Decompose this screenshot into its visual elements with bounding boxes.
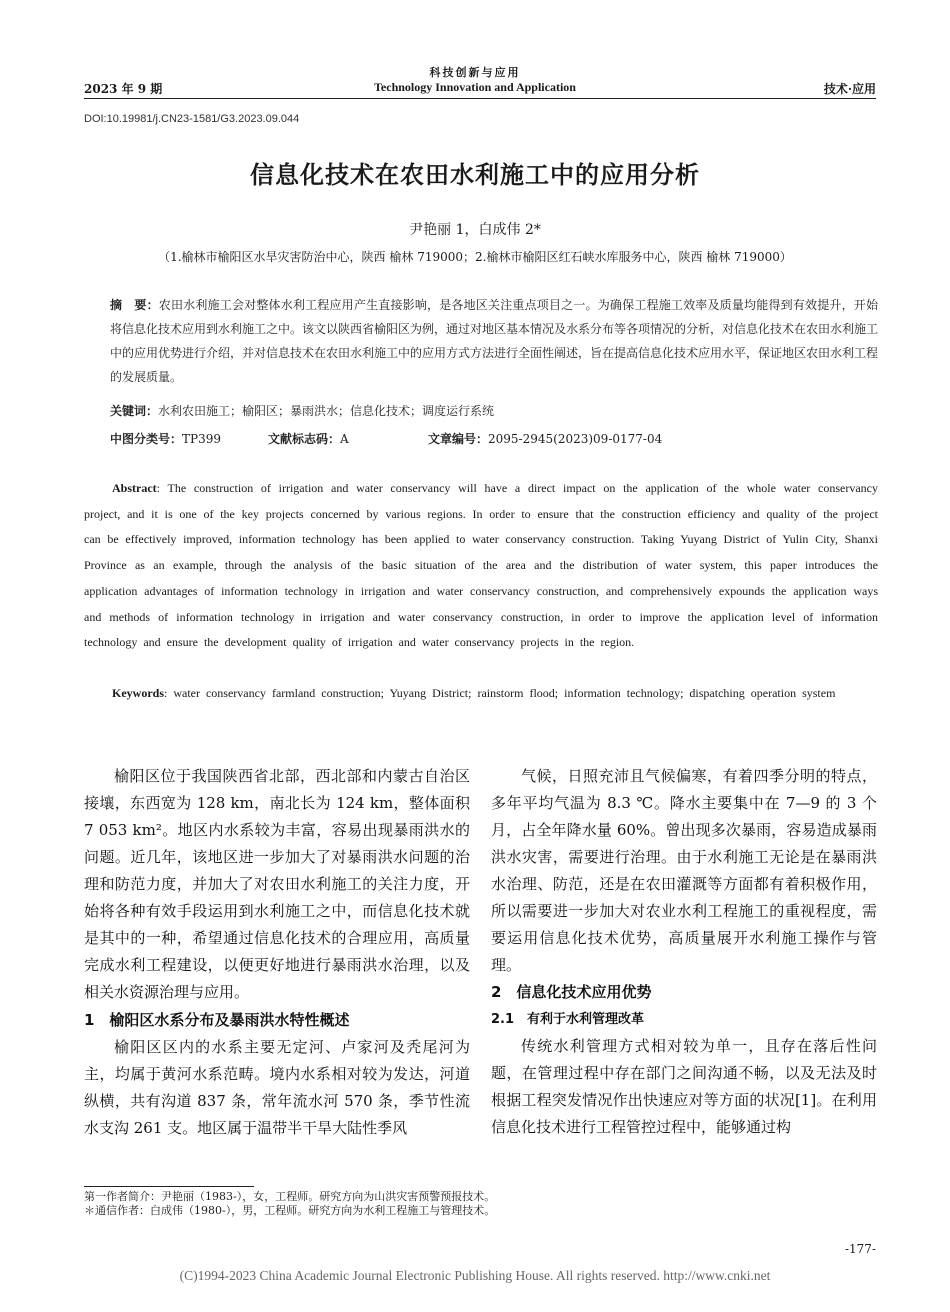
body-paragraph: 榆阳区位于我国陕西省北部，西北部和内蒙古自治区接壤，东西宽为 128 km，南北长为 124 km，整体面积 7 053 km²。地区内水系较为丰富，容易出现暴雨洪水的问题。近几年，该地区进一步加大了对暴雨洪水问题的治理和防范力度，并加大了对农田水利施工的关注力度，开始将各种有效手段运用到水利施工之中，而信息化技术就是其中的一种，希望通过信息化技术的合理应用，高质量完成水利工程建设，以便更好地进行暴雨洪水治理，以及相关水资源治理与应用。: [84, 767, 470, 1001]
journal-name-cn: 科技创新与应用: [429, 66, 521, 79]
abstract-cn-label: 摘 要：: [110, 298, 159, 312]
section-heading-1: 1 榆阳区水系分布及暴雨洪水特性概述: [84, 1011, 350, 1029]
affiliations: （1.榆林市榆阳区水旱灾害防治中心，陕西 榆林 719000；2.榆林市榆阳区红石峡水库服务中心，陕西 榆林 719000）: [158, 250, 792, 264]
doi: DOI:10.19981/j.CN23-1581/G3.2023.09.044: [84, 113, 300, 125]
page-number: -177-: [844, 1242, 876, 1256]
body-right-column: [491, 763, 877, 1141]
subsection-heading-2-1: 2.1 有利于水利管理改革: [491, 1012, 645, 1027]
footnote-corresponding: ＊通信作者：白成伟（1980-），男，工程师。研究方向为水利工程施工与管理技术。: [84, 1204, 496, 1217]
body-left-column: [84, 763, 470, 1142]
issue-label: 2023 年 9 期: [84, 82, 163, 96]
paper-title: 信息化技术在农田水利施工中的应用分析: [250, 161, 700, 189]
abstract-cn: [110, 293, 878, 389]
clc-value: TP399: [182, 432, 221, 446]
journal-name-en: Technology Innovation and Application: [374, 80, 576, 94]
abstract-en-label: Abstract: [112, 481, 157, 495]
body-paragraph: 榆阳区区内的水系主要无定河、卢家河及秃尾河为主，均属于黄河水系范畴。境内水系相对较为发达，河道纵横，共有沟道 837 条，常年流水河 570 条，季节性流水支沟 261 支。地区属于温带半干旱大陆性季风: [84, 1038, 470, 1137]
doc-code-field: [268, 427, 349, 451]
section-label: 技术·应用: [823, 82, 876, 96]
authors: 尹艳丽 1，白成伟 2*: [409, 222, 541, 238]
abstract-en-text: : The construction of irrigation and water conservancy will have a direct impact on the application of the whole water conservancy project, and it is one of the key projects concerned by various regions. In order to ensure that the construction efficiency and quality of the project can be effectively improved, information technology has been applied to water conservancy construction. Taking Yuyang District of Yulin City, Shanxi Province as an example, through the analysis of the basic situation of the area and the distribution of water system, this paper introduces the application advantages of information technology in irrigation and water conservancy construction, and comprehensively expounds the application ways and methods of information technology in irrigation and water conservancy construction, in order to improve the application level of information technology and ensure the development quality of irrigation and water conservancy projects in the region.: [84, 481, 878, 650]
abstract-cn-text: 农田水利施工会对整体水利工程应用产生直接影响，是各地区关注重点项目之一。为确保工程施工效率及质量均能得到有效提升，开始将信息化技术应用到水利施工之中。该文以陕西省榆阳区为例，通过对地区基本情况及水系分布等各项情况的分析，对信息化技术在农田水利施工中的应用优势进行介绍，并对信息技术在农田水利施工中的应用方式方法进行全面性阐述，旨在提高信息化技术应用水平，保证地区农田水利工程的发展质量。: [110, 298, 879, 384]
keywords-cn-label: 关键词：: [110, 404, 159, 418]
copyright-line: (C)1994-2023 China Academic Journal Electronic Publishing House. All rights reserved. http://www.cnki.net: [179, 1268, 771, 1283]
section-heading-2: 2 信息化技术应用优势: [491, 983, 652, 1001]
body-paragraph: 气候，日照充沛且气候偏寒，有着四季分明的特点，多年平均气温为 8.3 ℃。降水主要集中在 7—9 的 3 个月，占全年降水量 60%。曾出现多次暴雨，容易造成暴雨洪水灾害，需要进行治理。由于水利施工无论是在暴雨洪水治理、防范，还是在农田灌溉等方面都有着积极作用，所以需要进一步加大对农业水利工程施工的重视程度，需要运用信息化技术优势，高质量展开水利施工操作与管理。: [491, 767, 877, 974]
doc-code-label: 文献标志码：: [268, 432, 341, 446]
footnote-first-author: 第一作者简介：尹艳丽（1983-），女，工程师。研究方向为山洪灾害预警预报技术。: [84, 1190, 496, 1203]
keywords-en-label: Keywords: [112, 686, 164, 700]
clc-field: [110, 427, 221, 451]
header-rule: [84, 98, 876, 99]
article-number-value: 2095-2945(2023)09-0177-04: [488, 432, 663, 446]
keywords-en-text: : water conservancy farmland construction; Yuyang District; rainstorm flood; information technology; dispatching operation system: [164, 686, 836, 700]
body-paragraph: 传统水利管理方式相对较为单一，且存在落后性问题，在管理过程中存在部门之间沟通不畅，以及无法及时根据工程突发情况作出快速应对等方面的状况[1]。在利用信息化技术进行工程管控过程中，能够通过构: [491, 1037, 877, 1136]
doc-code-value: A: [340, 432, 349, 446]
keywords-en: [84, 681, 878, 707]
keywords-cn-text: 水利农田施工；榆阳区；暴雨洪水；信息化技术；调度运行系统: [158, 404, 495, 418]
footnote-rule: [84, 1186, 254, 1187]
keywords-cn: [110, 399, 878, 423]
article-number-label: 文章编号：: [428, 432, 489, 446]
clc-label: 中图分类号：: [110, 432, 183, 446]
abstract-en: [84, 476, 878, 656]
article-number-field: [428, 427, 662, 451]
